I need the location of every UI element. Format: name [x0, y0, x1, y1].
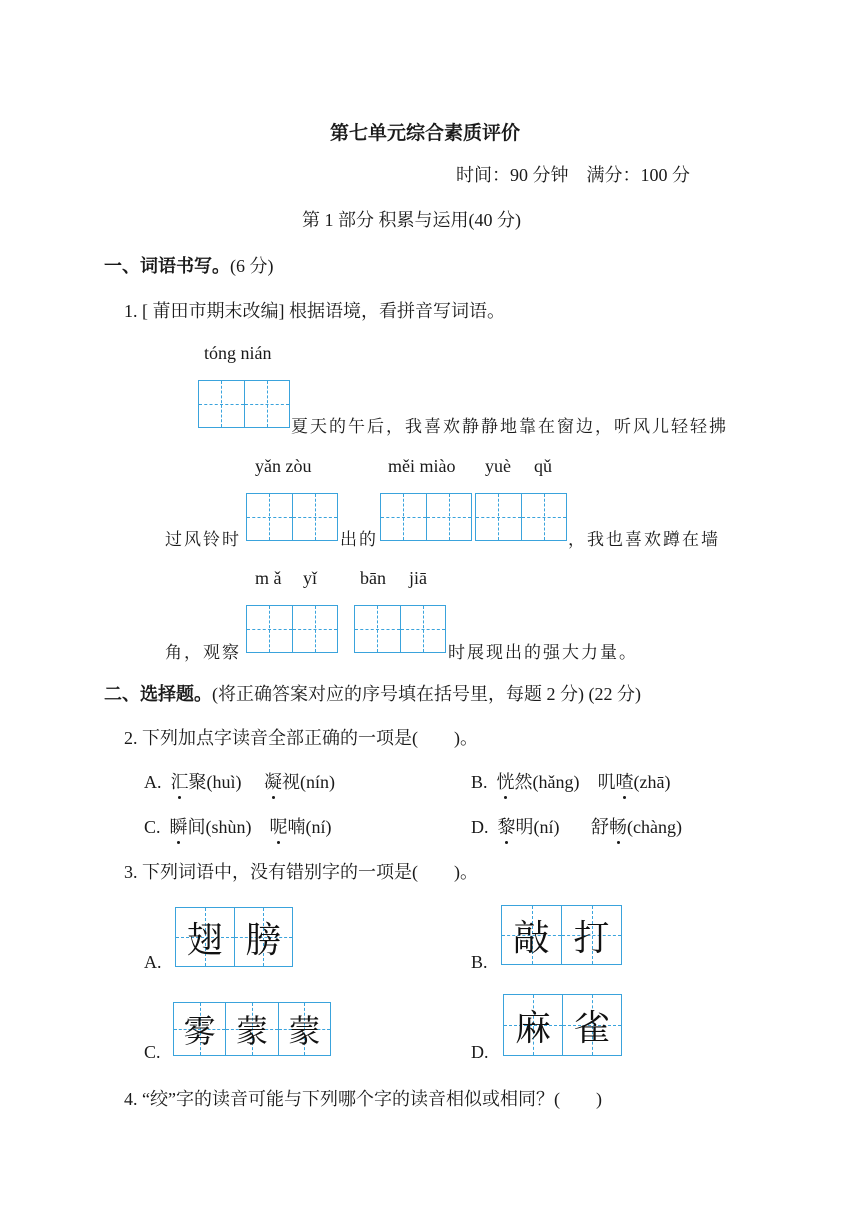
question-3-stem: 3. 下列词语中，没有错别字的一项是( )。 [124, 862, 478, 882]
option-2c[interactable]: C. 瞬间(shùn) 呢喃(ní) [144, 813, 332, 839]
question-2-stem: 2. 下列加点字读音全部正确的一项是( )。 [124, 728, 478, 748]
writing-grid-meimiao[interactable] [380, 493, 472, 541]
question-4-stem: 4. “绞”字的读音可能与下列哪个字的读音相似或相同？( ) [124, 1089, 602, 1109]
writing-grid-mayi[interactable] [246, 605, 338, 653]
writing-grid-yuequ[interactable] [475, 493, 567, 541]
page-title: 第七单元综合素质评价 [330, 122, 521, 144]
passage-line-3b: 时展现出的强大力量。 [448, 643, 638, 663]
pinyin-qu: qǔ [534, 456, 552, 476]
question-source: [ 莆田市期末改编] [142, 301, 285, 321]
pinyin-yi: yǐ [303, 568, 318, 588]
question-prompt: 根据语境，看拼音写词语。 [289, 301, 505, 321]
option-3b-grid[interactable]: 敲 打 [501, 905, 622, 965]
pinyin-yue: yuè [485, 456, 511, 476]
time-info: 时间：90 分钟 满分：100 分 [456, 165, 690, 185]
pinyin-ban: bān [360, 568, 386, 588]
pinyin-ma: m ǎ [255, 568, 282, 588]
option-3d-label[interactable]: D. [471, 1042, 489, 1062]
passage-line-1: 夏天的午后，我喜欢静静地靠在窗边，听风儿轻轻拂 [291, 417, 728, 437]
option-3a-label[interactable]: A. [144, 952, 162, 972]
option-3d-grid[interactable]: 麻 雀 [503, 994, 622, 1056]
passage-line-2c: ，我也喜欢蹲在墙 [568, 530, 720, 550]
writing-grid-yanzou[interactable] [246, 493, 338, 541]
writing-grid-banjia[interactable] [354, 605, 446, 653]
writing-grid-tongnian[interactable] [198, 380, 290, 428]
passage-line-3a: 角，观察 [165, 643, 241, 663]
pinyin-jia: jiā [409, 568, 427, 588]
option-2a[interactable]: A. 汇聚(huì) 凝视(nín) [144, 768, 335, 794]
pinyin-meimiao: měi miào [388, 456, 456, 476]
option-2d[interactable]: D. 黎明(ní) 舒畅(chàng) [471, 813, 682, 839]
option-2b[interactable]: B. 恍然(hǎng) 叽喳(zhā) [471, 768, 670, 794]
section1-heading: 一、词语书写。(6 分) [104, 256, 274, 277]
option-3b-label[interactable]: B. [471, 952, 488, 972]
question-1-stem: 1. [ 莆田市期末改编] 根据语境，看拼音写词语。 [124, 301, 505, 321]
option-3c-label[interactable]: C. [144, 1042, 161, 1062]
pinyin-yanzou: yǎn zòu [255, 456, 312, 476]
option-3a-grid[interactable]: 翅 膀 [175, 907, 293, 967]
passage-line-2a: 过风铃时 [165, 530, 241, 550]
passage-line-2b: 出的 [340, 530, 378, 550]
option-3c-grid[interactable]: 雾 蒙 蒙 [173, 1002, 331, 1056]
section2-heading: 二、选择题。(将正确答案对应的序号填在括号里，每题 2 分) (22 分) [104, 684, 641, 705]
part-heading: 第 1 部分 积累与运用(40 分) [302, 210, 521, 230]
pinyin-tongnian: tóng nián [204, 343, 272, 363]
